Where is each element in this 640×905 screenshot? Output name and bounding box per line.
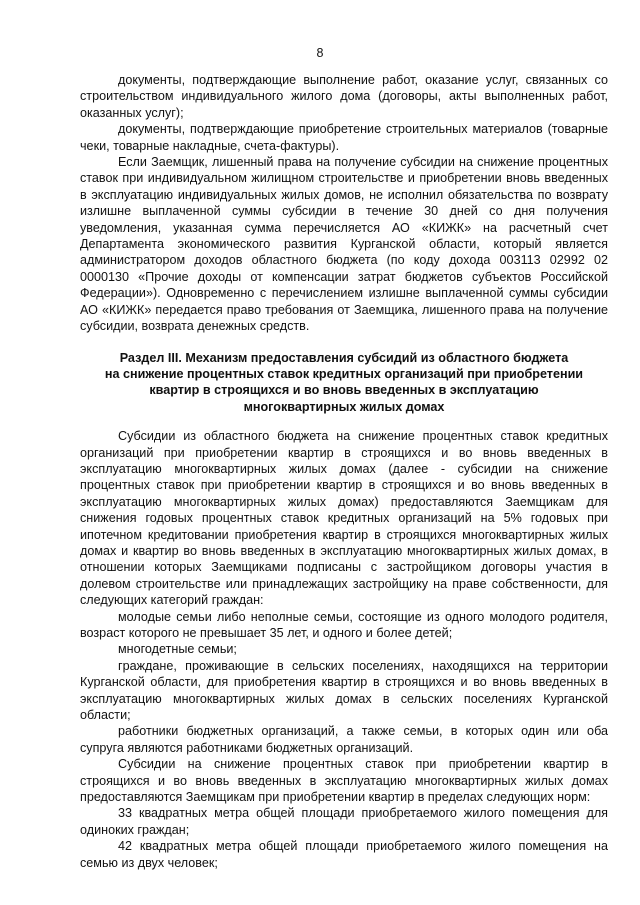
document-body xyxy=(80,72,608,871)
page-number: 8 xyxy=(316,46,324,60)
paragraph: работники бюджетных организаций, а также семьи, в которых один или оба супруга являются работниками бюджетных организаций. xyxy=(80,724,608,755)
section-heading xyxy=(80,350,608,416)
paragraph: граждане, проживающие в сельских поселениях, находящихся на территории Курганской области, для приобретения квартир в строящихся и во вновь введенных в эксплуатацию многоквартирных жилых домах в сельских поселениях Курганской области; xyxy=(80,658,608,723)
paragraph: Если Заемщик, лишенный права на получение субсидии на снижение процентных ставок при индивидуальном жилищном строительстве и приобретении вновь введенных в эксплуатацию индивидуальных жилых домов, не исполнил обязательства по возврату излишне выплаченной суммы субсидии в течение 30 дней со дня получения уведомления, указанная сумма перечисляется АО «КИЖК» на расчетный счет Департамента экономического развития Курганской области, который является администратором доходов областного бюджета (по коду дохода 003113 02992 02 0000130 «Прочие доходы от компенсации затрат бюджетов субъектов Российской Федерации»). Одновременно с перечислением излишне выплаченной суммы субсидии АО «КИЖК» передается право требования от Заемщика, лишенного права на получение субсидии, возврата денежных средств. xyxy=(80,155,608,334)
paragraph: 42 квадратных метра общей площади приобретаемого жилого помещения на семью из двух человек; xyxy=(80,839,608,870)
section-heading-line: Раздел III. Механизм предоставления субсидий из областного бюджета xyxy=(119,350,569,365)
paragraph: документы, подтверждающие выполнение работ, оказание услуг, связанных со строительством индивидуального жилого дома (договоры, акты выполненных работ, оказанных услуг); xyxy=(80,73,608,120)
paragraph: Субсидии из областного бюджета на снижение процентных ставок кредитных организаций при приобретении квартир в строящихся и во вновь введенных в эксплуатацию многоквартирных жилых домах (далее - субсидии на снижение процентных ставок при приобретении квартир в строящихся и во вновь введенных в эксплуатацию многоквартирных жилых домах) предоставляются Заемщикам для снижения годовых процентных ставок кредитных организаций на 5% годовых при ипотечном кредитовании приобретения квартир в строящихся многоквартирных жилых домах и квартир во вновь введенных в эксплуатацию многоквартирных жилых домах, в отношении которых Заемщиками подписаны с застройщиком договоры участия в долевом строительстве или принадлежащих застройщику на праве собственности, для следующих категорий граждан: xyxy=(80,429,608,608)
paragraph: Субсидии на снижение процентных ставок при приобретении квартир в строящихся и во вновь введенных в эксплуатацию многоквартирных жилых домах предоставляются Заемщикам при приобретении квартир в пределах следующих норм: xyxy=(80,757,608,805)
paragraph: 33 квадратных метра общей площади приобретаемого жилого помещения для одиноких граждан; xyxy=(80,806,608,837)
paragraph: многодетные семьи; xyxy=(118,642,237,657)
section-heading-line: квартир в строящихся и во вновь введенных в эксплуатацию xyxy=(149,383,539,398)
section-heading-line: на снижение процентных ставок кредитных организаций при приобретении xyxy=(104,366,584,381)
paragraph: молодые семьи либо неполные семьи, состоящие из одного молодого родителя, возраст которого не превышает 35 лет, и одного и более детей; xyxy=(80,609,608,640)
paragraph: документы, подтверждающие приобретение строительных материалов (товарные чеки, товарные накладные, счета-фактуры). xyxy=(80,122,608,153)
section-heading-line: многоквартирных жилых домах xyxy=(243,399,445,414)
